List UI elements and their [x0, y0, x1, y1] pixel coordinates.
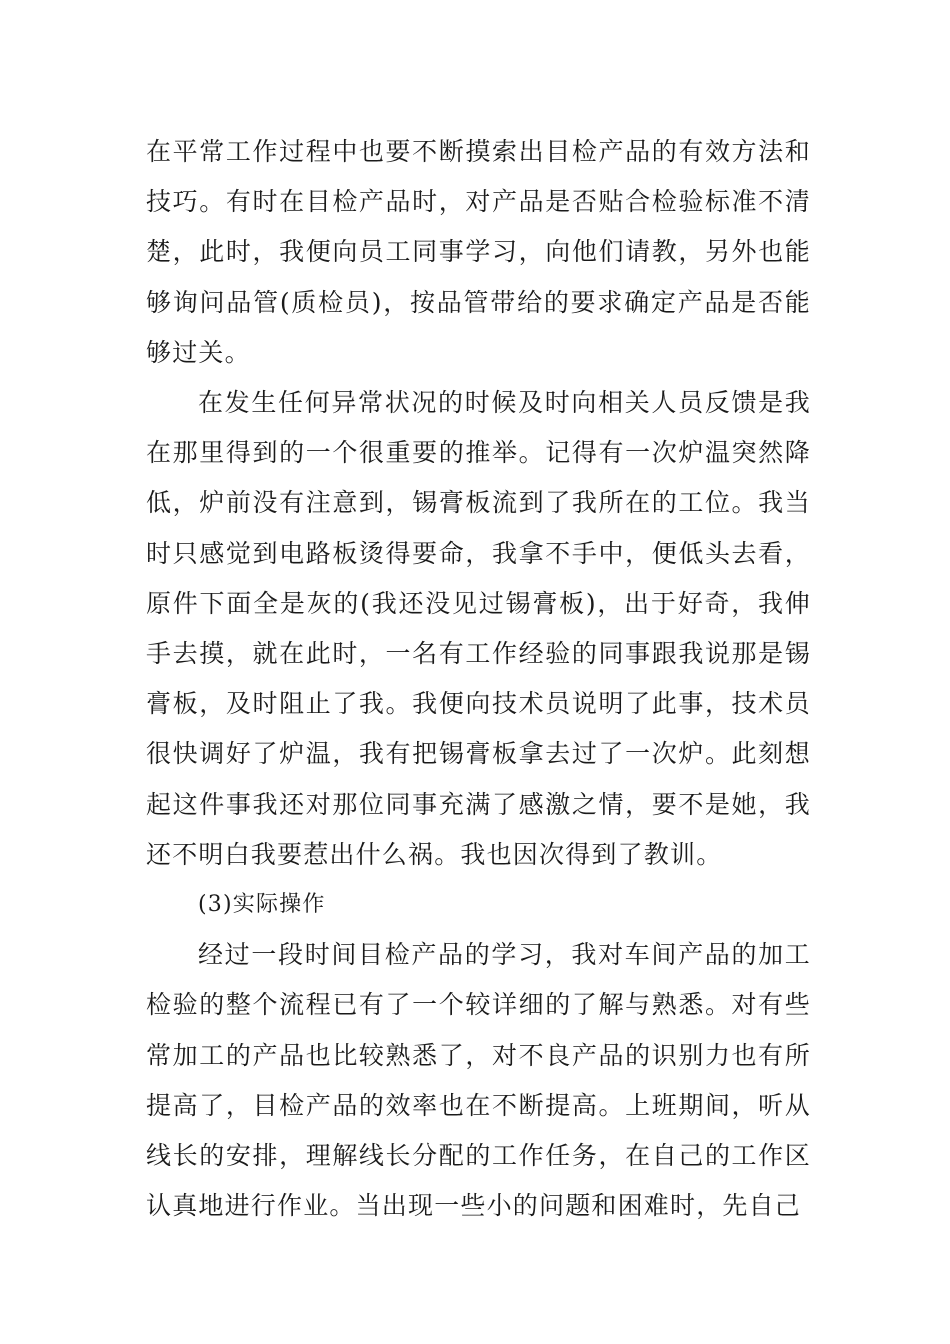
paragraph-inspection-methods: 在平常工作过程中也要不断摸索出目检产品的有效方法和技巧。有时在目检产品时，对产品是否贴合检验标准不清楚，此时，我便向员工同事学习，向他们请教，另外也能够询问品管(质检员)，按品管带给的要求确定产品是否能够过关。 [146, 137, 811, 367]
paragraph-abnormal-feedback: 在发生任何异常状况的时候及时向相关人员反馈是我在那里得到的一个很重要的推举。记得有一次炉温突然降低，炉前没有注意到，锡膏板流到了我所在的工位。我当时只感觉到电路板烫得要命，我拿不手中，便低头去看，原件下面全是灰的(我还没见过锡膏板)，出于好奇，我伸手去摸，就在此时，一名有工作经验的同事跟我说那是锡膏板，及时阻止了我。我便向技术员说明了此事，技术员很快调好了炉温，我有把锡膏板拿去过了一次炉。此刻想起这件事我还对那位同事充满了感激之情，要不是她，我还不明白我要惹出什么祸。我也因次得到了教训。 [146, 388, 811, 869]
document-body [146, 127, 811, 1231]
paragraph-practical-operation: 经过一段时间目检产品的学习，我对车间产品的加工检验的整个流程已有了一个较详细的了解与熟悉。对有些常加工的产品也比较熟悉了，对不良产品的识别力也有所提高了，目检产品的效率也在不断提高。上班期间，听从线长的安排，理解线长分配的工作任务，在自己的工作区认真地进行作业。当出现一些小的问题和困难时，先自己 [146, 940, 811, 1221]
section-heading-practical-operation: (3)实际操作 [198, 892, 326, 918]
